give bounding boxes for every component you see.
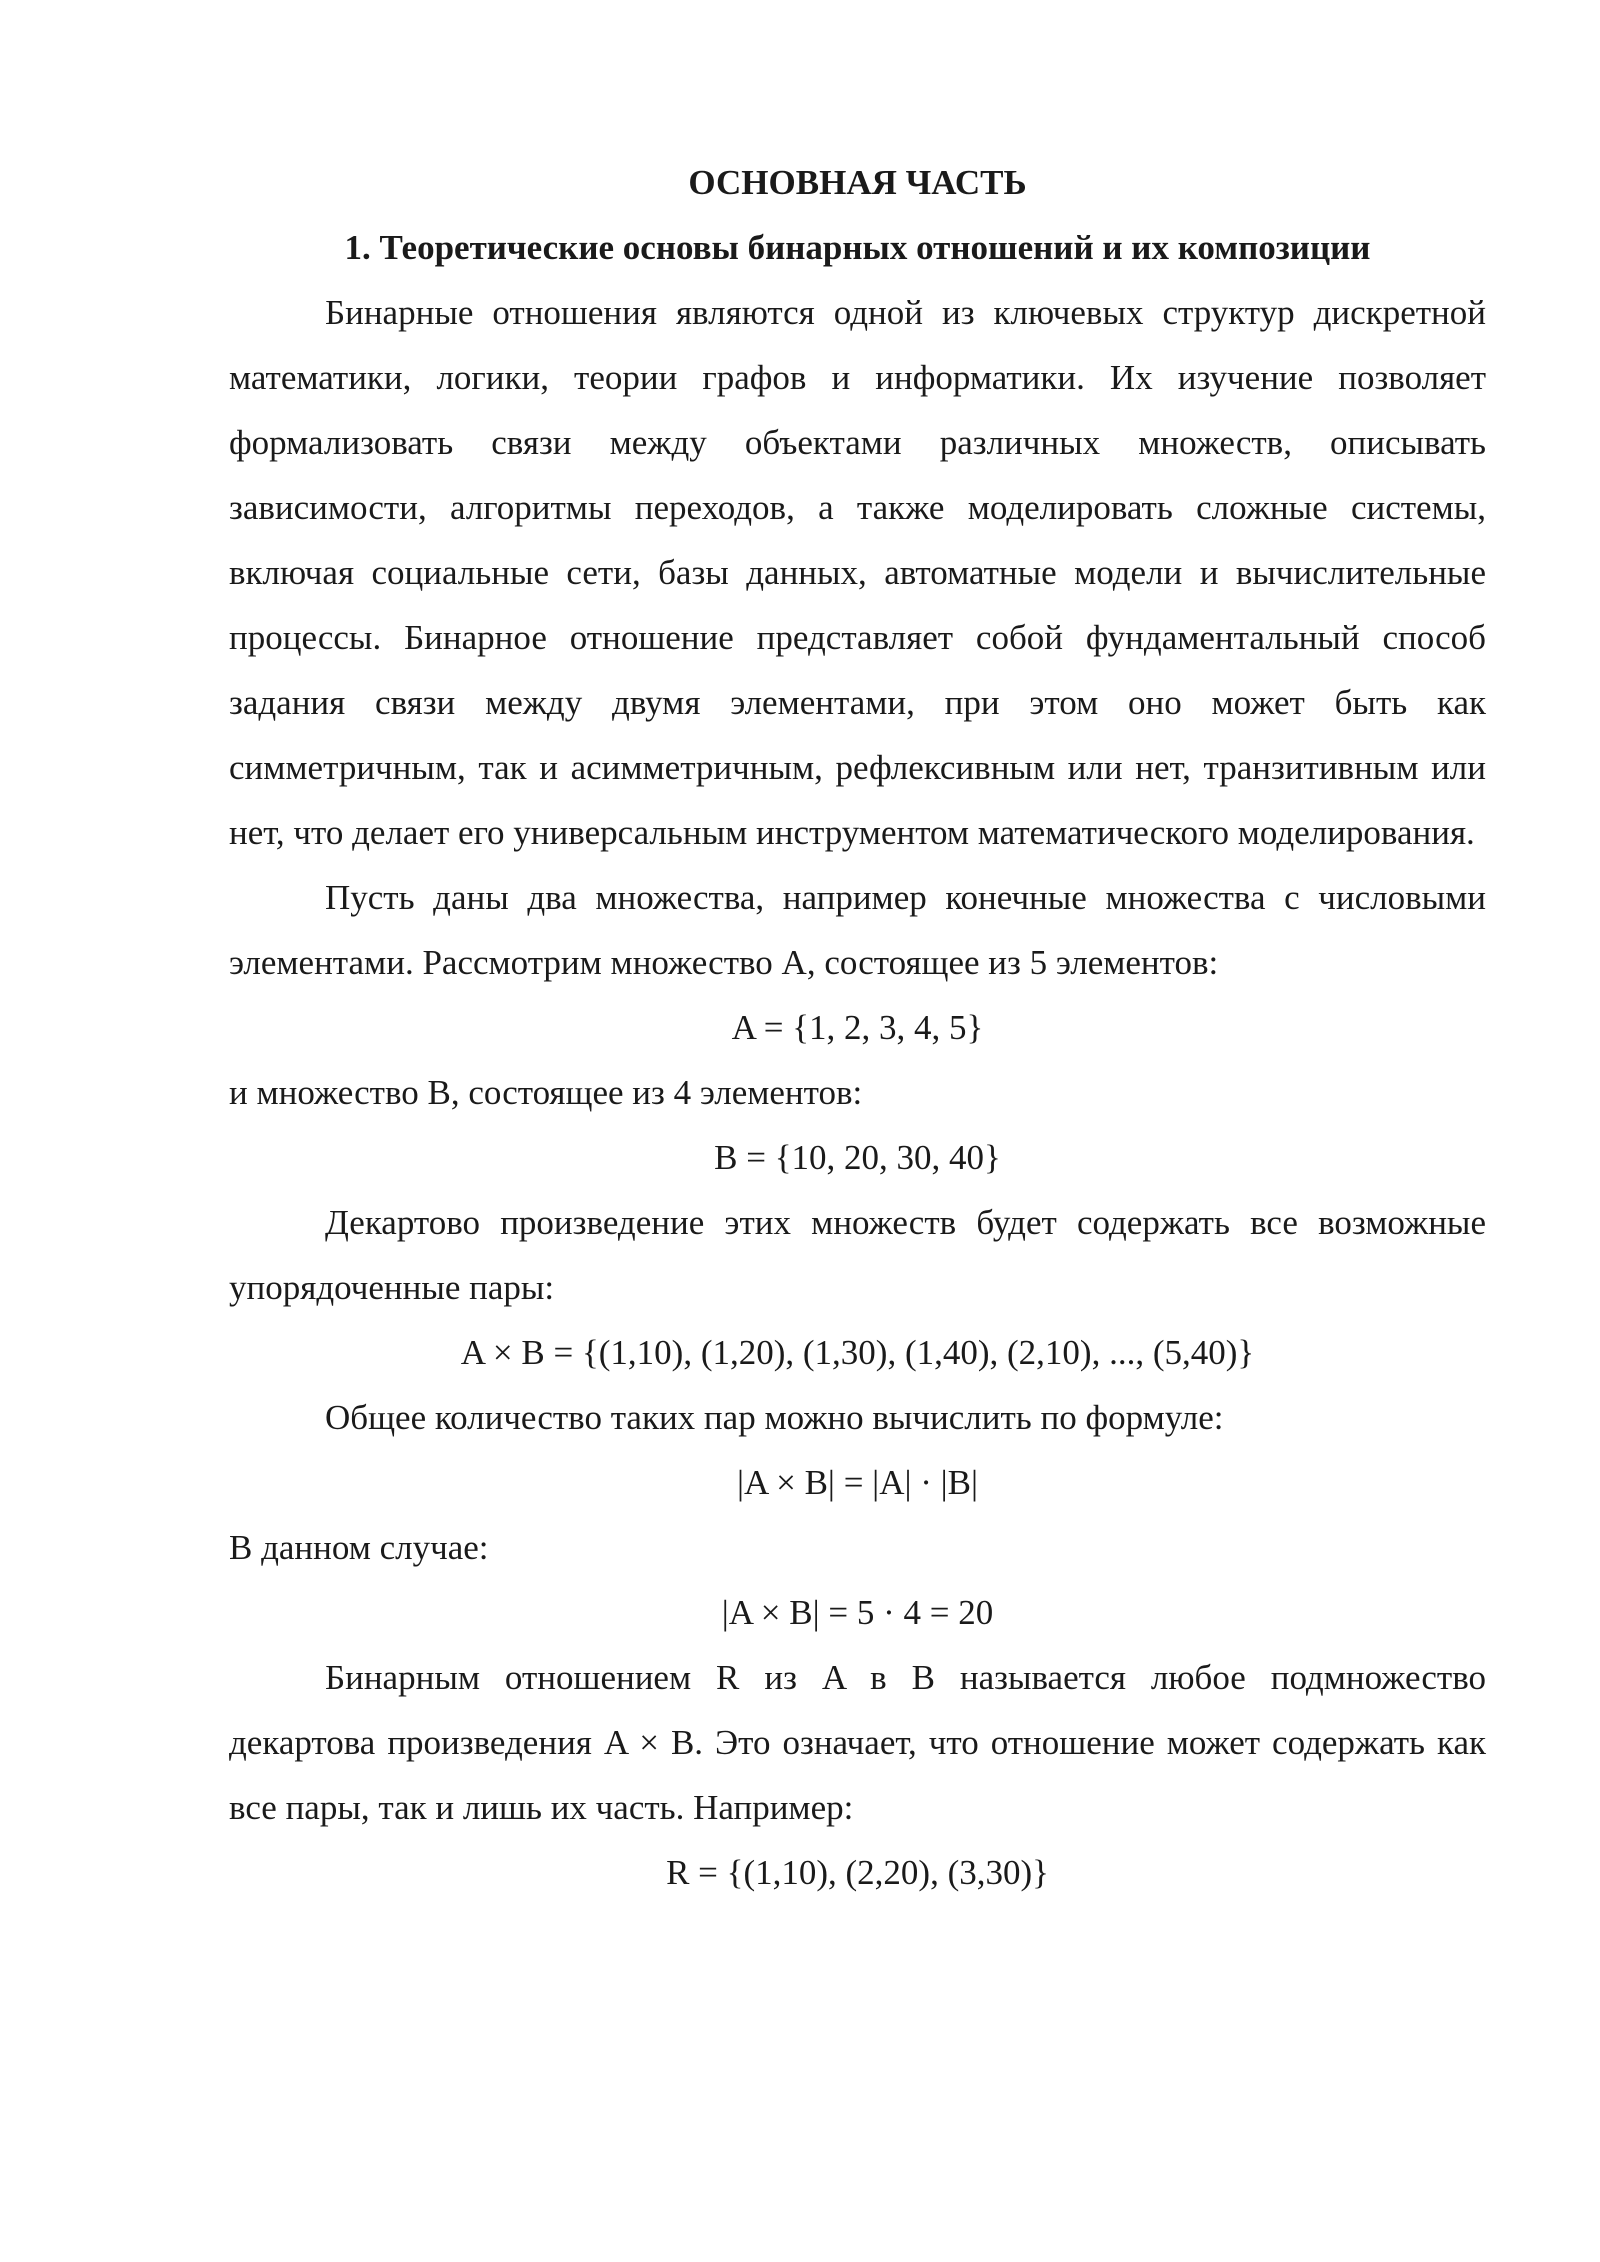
formula-pair-count: |A × B| = |A| · |B| <box>737 1463 978 1502</box>
text-this-case: В данном случае: <box>229 1528 489 1567</box>
paragraph-binary-relations-intro: Бинарные отношения являются одной из ключевых структур дискретной математики, логики, теории графов и информатики. Их изучение позволяет формализовать связи между объектами различных множеств, описывать зависимости, алгоритмы переходов, а также моделировать сложные системы, включая социальные сети, базы данных, автоматные модели и вычислительные процессы. Бинарное отношение представляет собой фундаментальный способ задания связи между двумя элементами, при этом оно может быть как симметричным, так и асимметричным, рефлексивным или нет, транзитивным или нет, что делает его универсальным инструментом математического моделирования. <box>229 293 1486 852</box>
text-set-b-intro: и множество B, состоящее из 4 элементов: <box>229 1073 863 1112</box>
paragraph-sets-intro: Пусть даны два множества, например конечные множества с числовыми элементами. Рассмотрим множество A, состоящее из 5 элементов: <box>229 878 1486 982</box>
page-title: ОСНОВНАЯ ЧАСТЬ <box>688 163 1027 202</box>
formula-pair-count-value: |A × B| = 5 · 4 = 20 <box>721 1593 994 1632</box>
paragraph-pair-count: Общее количество таких пар можно вычислить по формуле: <box>325 1398 1224 1437</box>
document-body <box>229 150 1486 1905</box>
formula-set-a: A = {1, 2, 3, 4, 5} <box>731 1008 984 1047</box>
paragraph-cartesian-product: Декартово произведение этих множеств будет содержать все возможные упорядоченные пары: <box>229 1203 1486 1307</box>
formula-set-b: B = {10, 20, 30, 40} <box>714 1138 1001 1177</box>
section-heading: 1. Теоретические основы бинарных отношений и их композиции <box>344 228 1371 267</box>
paragraph-relation-definition: Бинарным отношением R из A в B называется любое подмножество декартова произведения A × B. Это означает, что отношение может содержать как все пары, так и лишь их часть. Например: <box>229 1658 1486 1827</box>
formula-cartesian-product: A × B = {(1,10), (1,20), (1,30), (1,40), (2,10), ..., (5,40)} <box>460 1333 1255 1372</box>
formula-relation-r: R = {(1,10), (2,20), (3,30)} <box>666 1853 1049 1892</box>
